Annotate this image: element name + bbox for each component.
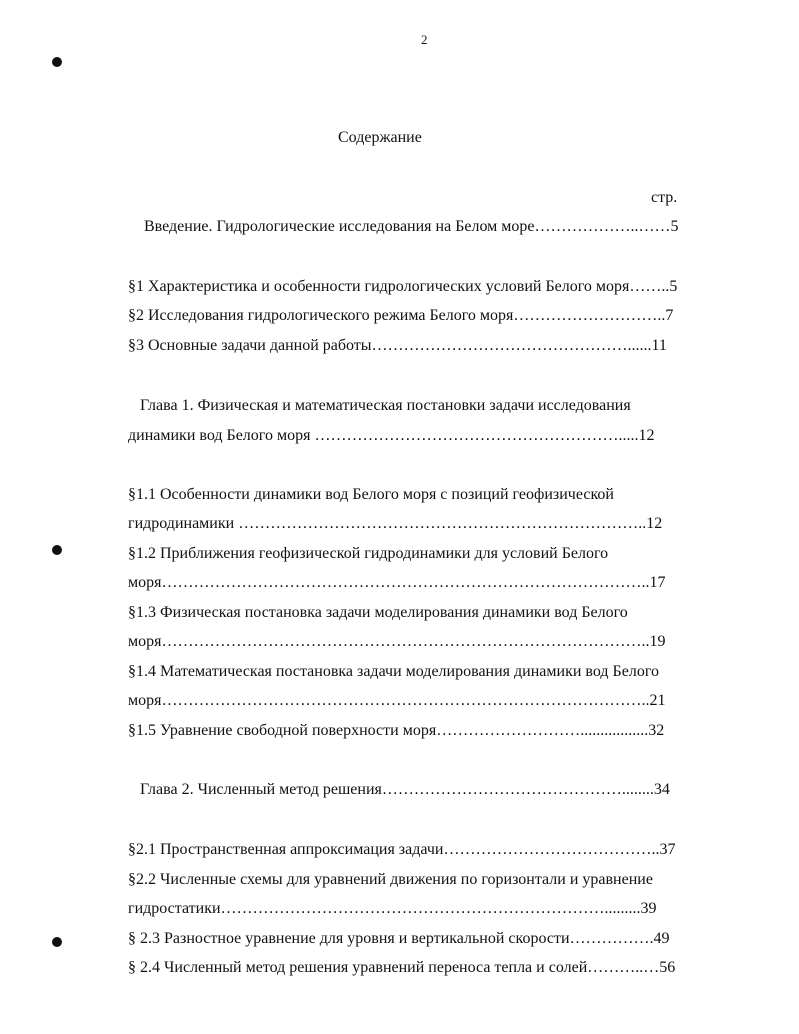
page-title: Содержание (338, 129, 422, 146)
toc-entry-s1-2: §1.2 Приближения геофизической гидродинамики для условий Белого (128, 545, 609, 562)
toc-entry-s1: §1 Характеристика и особенности гидрологических условий Белого моря……..5 (128, 278, 678, 295)
toc-entry-s2-1: §2.1 Пространственная аппроксимация задачи…………………………………..37 (128, 841, 676, 858)
toc-entry-s2: §2 Исследования гидрологического режима Белого моря………………………..7 (128, 307, 674, 324)
bullet-mark-icon (52, 545, 62, 555)
toc-entry-s1-2-cont: моря………………………………………………………………………………..17 (128, 574, 666, 591)
bullet-mark-icon (52, 937, 62, 947)
toc-entry-s1-1: §1.1 Особенности динамики вод Белого моря с позиций геофизической (128, 486, 614, 503)
toc-entry-s3: §3 Основные задачи данной работы…………………………………………......11 (128, 337, 667, 354)
toc-entry-intro: Введение. Гидрологические исследования на Белом море………………..……5 (144, 218, 679, 235)
toc-entry-s2-2: §2.2 Численные схемы для уравнений движения по горизонтали и уравнение (128, 871, 653, 888)
toc-entry-chapter1: Глава 1. Физическая и математическая постановки задачи исследования (140, 397, 631, 414)
bullet-mark-icon (52, 57, 62, 67)
toc-entry-s2-4: § 2.4 Численный метод решения уравнений переноса тепла и солей………..…56 (128, 959, 676, 976)
toc-entry-s2-3: § 2.3 Разностное уравнение для уровня и вертикальной скорости…………….49 (128, 930, 670, 947)
toc-entry-chapter1-cont: динамики вод Белого моря ………………………………………………….....12 (128, 427, 655, 444)
toc-entry-s1-4-cont: моря………………………………………………………………………………..21 (128, 692, 666, 709)
toc-entry-chapter2: Глава 2. Численный метод решения………………………………………........34 (140, 781, 670, 798)
toc-entry-s1-3: §1.3 Физическая постановка задачи моделирования динамики вод Белого (128, 604, 628, 621)
page-number: 2 (421, 32, 428, 47)
toc-entry-s1-5: §1.5 Уравнение свободной поверхности моря……………………….................32 (128, 722, 665, 739)
toc-entry-s2-2-cont: гидростатики……………………………………………………………….........39 (128, 900, 657, 917)
toc-entry-s1-3-cont: моря………………………………………………………………………………..19 (128, 633, 666, 650)
page-column-label: стр. (651, 189, 678, 206)
toc-entry-s1-4: §1.4 Математическая постановка задачи моделирования динамики вод Белого (128, 663, 659, 680)
toc-entry-s1-1-cont: гидродинамики …………………………………………………………………..12 (128, 515, 663, 532)
